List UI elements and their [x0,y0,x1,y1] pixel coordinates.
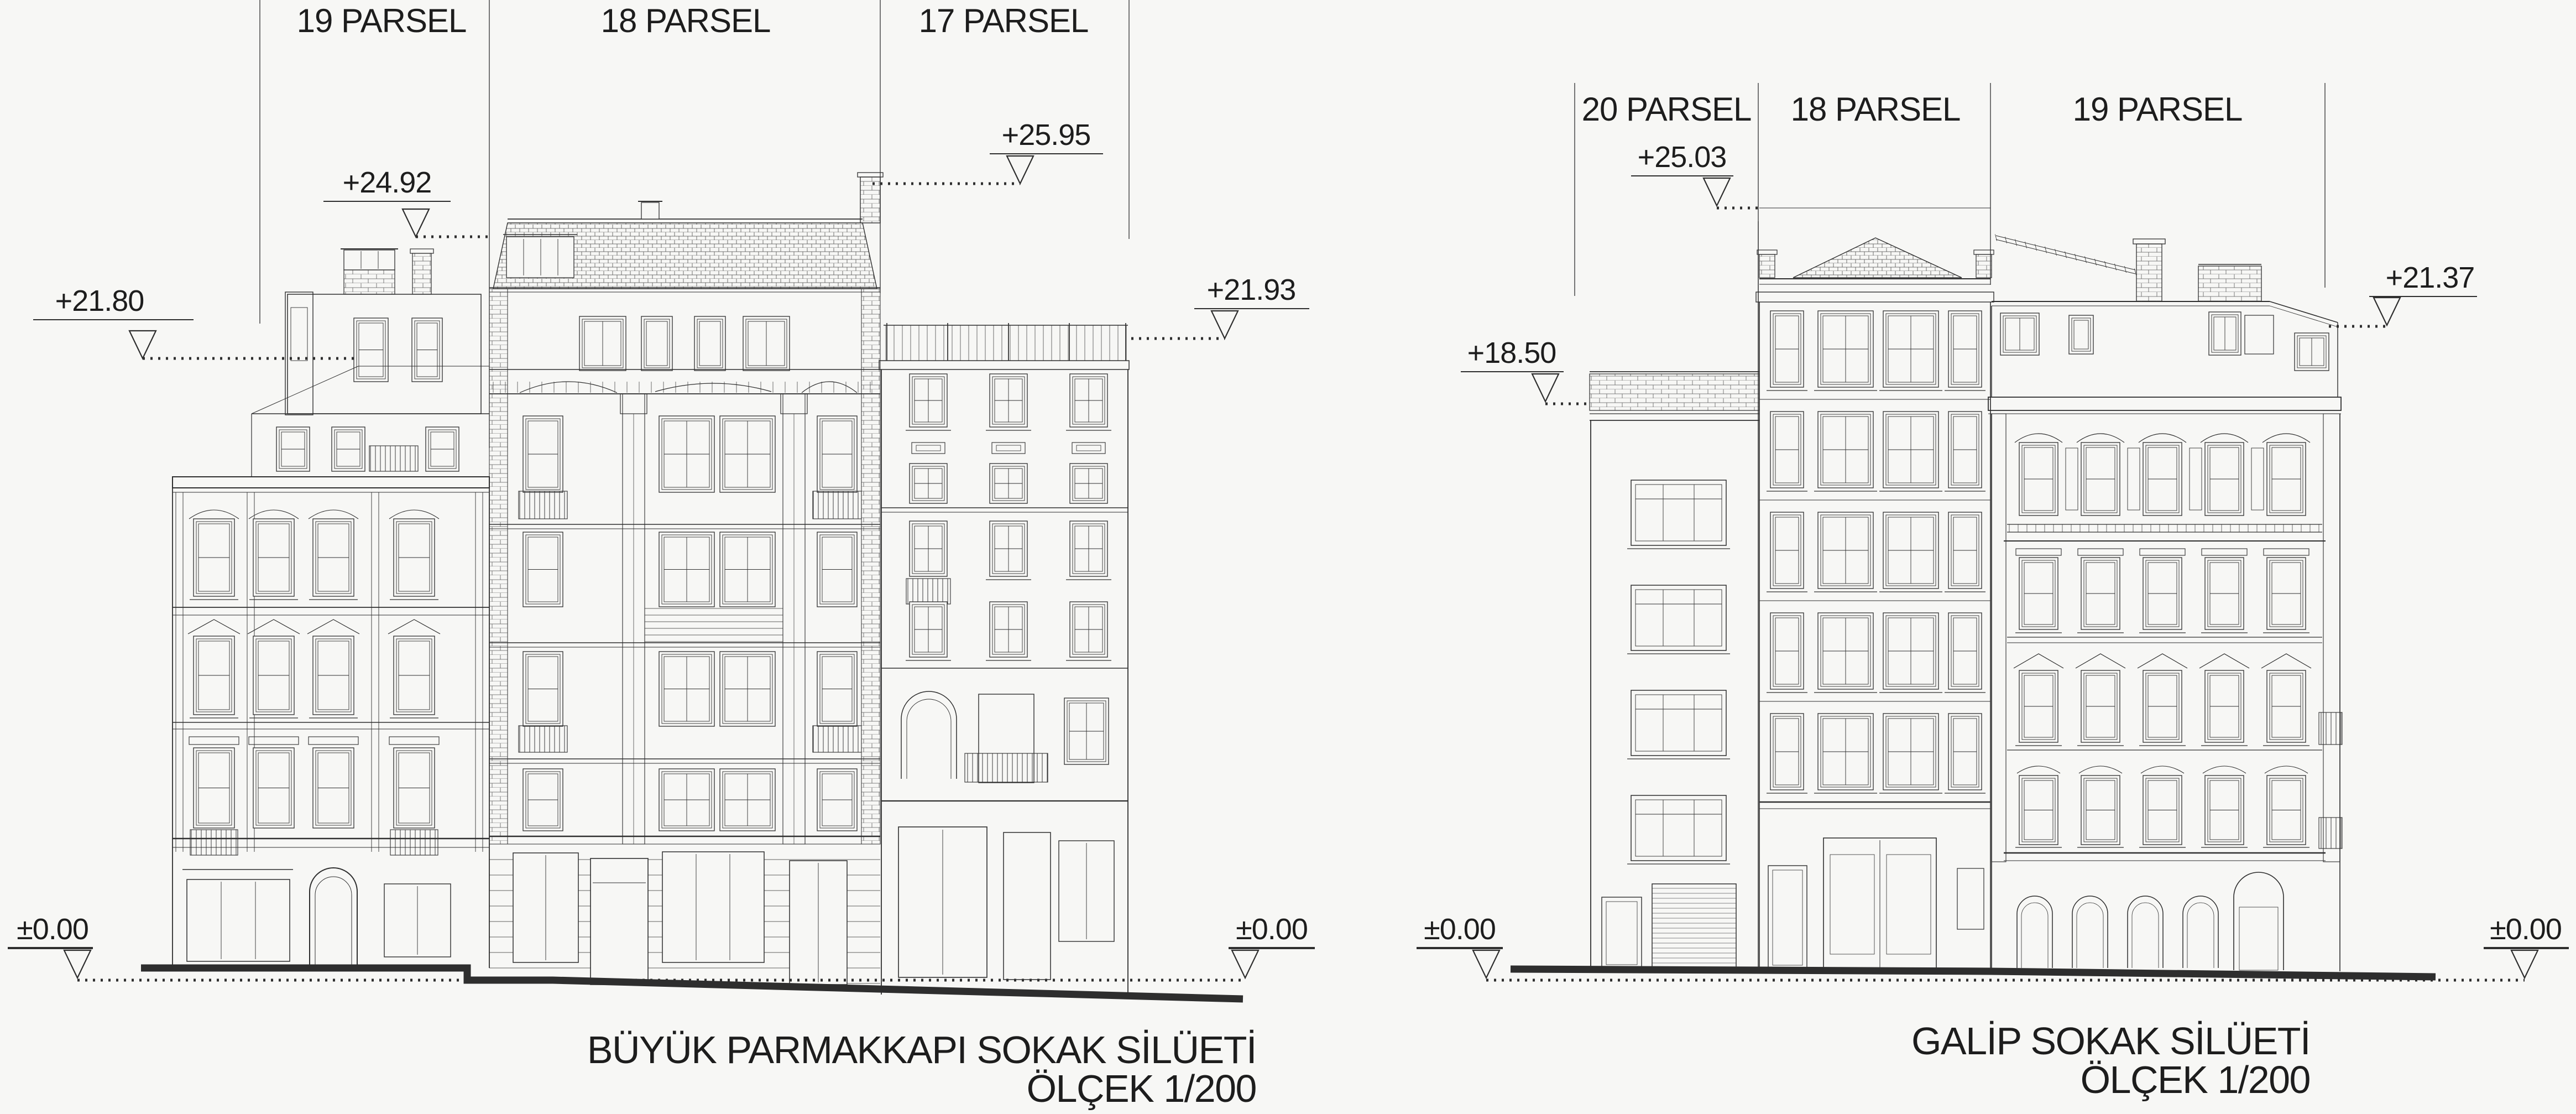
ladder-rung [2015,239,2017,246]
vent [912,443,945,454]
level-triangle-icon [129,331,156,358]
window-crown [189,510,239,519]
window [641,316,672,371]
entry-door [1602,897,1642,969]
entry-door [1004,832,1051,980]
balcony-railing [519,726,567,752]
shopfront [662,852,764,962]
arched-window [2072,896,2108,968]
line [2270,306,2338,327]
ladder-rung [2045,247,2047,253]
vent-inner [996,445,1021,451]
lintel [189,737,239,745]
level-triangle-icon [1704,178,1730,206]
level-triangle-icon [2374,298,2400,325]
brick-quoin [489,289,508,844]
lintel [249,737,299,745]
parcel-label: 18 PARSEL [1790,91,1961,128]
window-arch [2079,766,2122,773]
chimney-cap [410,249,433,253]
window-pediment [188,620,240,634]
parcel-label: 17 PARSEL [918,2,1089,39]
vent [1072,443,1105,454]
window [2245,315,2274,354]
window [694,316,725,371]
drawing-title: GALİP SOKAK SİLÜETİ [1911,1019,2310,1063]
level-triangle-icon [403,209,429,237]
datum-label: ±0.00 [2490,913,2562,946]
arched-window [2183,896,2218,968]
lintel [309,737,358,745]
pilaster-capital [620,394,647,414]
brick-parapet [1590,374,1759,410]
window-arch [2141,766,2184,773]
elevation-label: +21.80 [55,284,144,317]
drawing-scale: ÖLÇEK 1/200 [2080,1058,2310,1101]
window-arch [2265,766,2308,773]
ladder-rung [1995,235,1997,241]
level-triangle-icon [2511,950,2538,978]
lintel [2078,549,2123,555]
window-pediment [2261,654,2311,668]
balcony-railing [390,830,438,855]
vent-inner [916,445,940,451]
chimney [860,177,880,223]
chimney [412,253,431,294]
balcony-railing [813,491,861,519]
window [1631,585,1726,650]
ladder-rung [2135,269,2136,275]
drawing-title: BÜYÜK PARMAKKAPI SOKAK SİLÜETİ [587,1028,1256,1071]
chimney [344,270,395,294]
band-arch [802,382,857,393]
window [1631,795,1726,861]
dormer [506,237,574,278]
ladder-rung [2085,256,2087,263]
entry-door-arch [2234,872,2284,970]
ladder-rung [2065,252,2067,258]
ladder-rung [2095,259,2097,266]
parcel-label: 18 PARSEL [600,2,771,39]
elevation-label: +25.03 [1637,140,1727,174]
window-crown [309,510,358,519]
pilaster-slot [2066,448,2078,510]
roof-ladder [1996,236,2135,270]
roller-shutter-garage [1652,884,1736,970]
window-crown [2201,434,2248,443]
chimney-cap [858,173,883,177]
datum-label: ±0.00 [17,913,88,946]
vent [992,443,1025,454]
roof-ladder [1996,240,2135,274]
level-triangle-icon [1211,311,1238,339]
window-pediment [2138,654,2187,668]
left-elevation-geometry [8,0,1315,999]
window-pediment [2014,654,2063,668]
level-triangle-icon [1473,950,1499,978]
ridge-chimney [641,202,659,219]
pilaster-slot [2190,448,2202,510]
ladder-rung [2035,244,2037,251]
lintel [2140,549,2185,555]
chimney-vent [344,250,395,270]
chimney [1976,254,1992,278]
terrace-slab [879,361,1129,369]
elevation-label: +24.92 [342,166,432,199]
ladder-rung [2075,254,2077,261]
lintel [2264,549,2309,555]
pilaster [1992,414,2006,862]
main-cornice [173,477,489,488]
elevation-label: +21.93 [1206,273,1296,306]
drawing-scale: ÖLÇEK 1/200 [1026,1067,1256,1110]
arched-window [2128,896,2163,968]
window-pediment [388,620,440,634]
window [1631,480,1726,545]
balcony-railing [369,446,418,471]
window-crown [389,510,439,519]
main-cornice [1988,397,2341,410]
ground-line [141,968,1243,999]
level-triangle-icon [1232,950,1258,978]
level-triangle-icon [1532,374,1559,402]
window-crown [2139,434,2186,443]
brick-quoin [861,289,880,844]
ladder-rung [2125,266,2126,273]
pilaster-slot [2128,448,2140,510]
window-pediment [2076,654,2125,668]
cornice [1756,292,1994,302]
balcony-railing [190,830,238,855]
window-pediment [248,620,300,634]
pilaster-slot [2251,448,2264,510]
right-elevation-labels [1424,91,2562,1101]
brick-parapet [2198,266,2261,301]
ladder-rung [2055,249,2057,256]
chimney-cap [2133,239,2165,244]
elevation-label: +18.50 [1467,336,1556,369]
datum-label: ±0.00 [1424,913,1496,946]
balcony-railing [813,726,861,752]
arched-window [2017,896,2052,968]
window-crown [2015,434,2062,443]
vent-inner [1077,445,1101,451]
balcony-railing [2319,818,2342,848]
roof-tower [285,292,313,415]
entry-door [1768,866,1807,970]
pilaster [2323,414,2340,862]
band-arch [655,383,771,392]
band-arch [520,382,617,393]
balcony-railing [965,753,1048,782]
window-arch [2017,766,2060,773]
ladder-rung [2105,261,2107,268]
parcel-label: 20 PARSEL [1581,91,1752,128]
window-crown [249,510,299,519]
window [2069,315,2093,354]
hip-roof [1793,238,1962,278]
pilaster-capital [781,394,807,414]
window [1957,868,1984,929]
parcel-label: 19 PARSEL [296,2,467,39]
balcony-railing [906,579,950,604]
datum-label: ±0.00 [1236,913,1308,946]
elevation-label: +25.95 [1001,118,1091,152]
chimney [1759,254,1775,278]
window-pediment [2199,654,2249,668]
ladder-rung [2115,264,2117,270]
window-crown [2077,434,2124,443]
chimney-cap [1757,250,1777,254]
balcony-railing [519,491,567,519]
lintel [2202,549,2247,555]
entry-door [591,858,648,985]
ladder-rung [2025,242,2027,248]
shopfront [187,879,290,961]
window [1631,690,1726,756]
level-triangle-icon [1007,156,1033,184]
window-arch [2203,766,2246,773]
parcel-label: 19 PARSEL [2072,91,2243,128]
level-triangle-icon [64,950,91,978]
right-elevation-geometry [1417,83,2569,980]
arched-window [901,691,957,779]
ground-line [1511,969,2436,977]
window-crown [2263,434,2310,443]
lintel [2016,549,2061,555]
balcony-railing [2319,712,2342,745]
ladder-rung [2005,237,2007,243]
roof-slope [2270,301,2338,322]
lintel [389,737,439,745]
entry-door-arch [310,868,357,967]
chimney [2136,244,2162,301]
window-pediment [307,620,359,634]
elevation-label: +21.37 [2385,261,2475,294]
